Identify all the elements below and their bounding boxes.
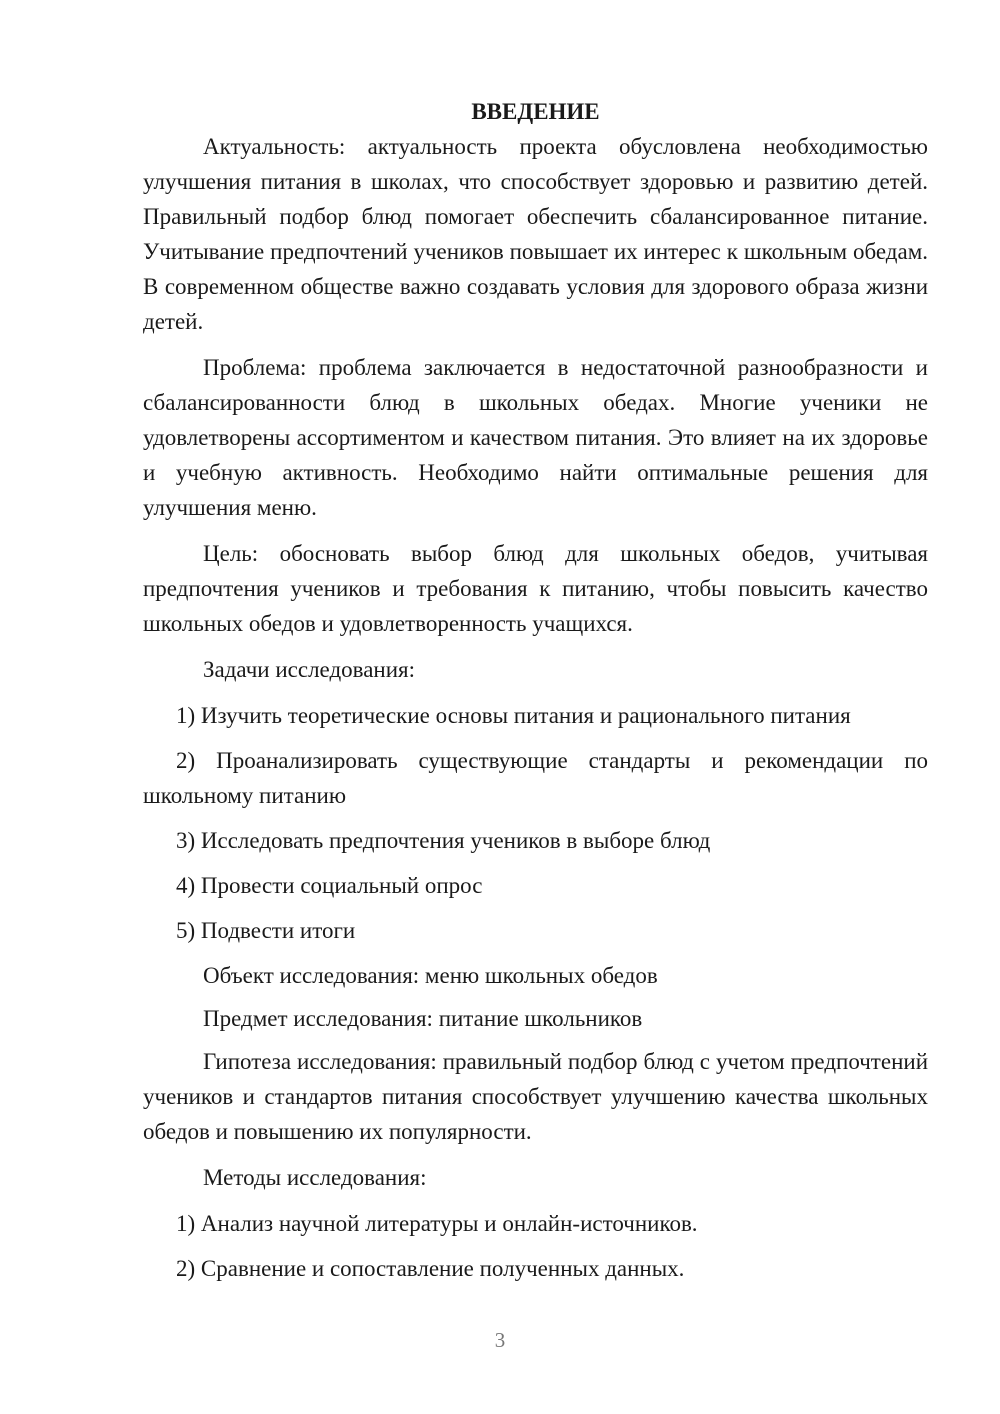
tasks-list	[143, 698, 928, 948]
hypothesis-paragraph: Гипотеза исследования: правильный подбор блюд с учетом предпочтений учеников и стандартов питания способствует улучшению качества школьных обедов и повышению их популярности.	[143, 1049, 928, 1144]
problem-paragraph: Проблема: проблема заключается в недостаточной разнообразности и сбалансированности блюд в школьных обедах. Многие ученики не удовлетворены ассортиментом и качеством питания. Это влияет на их здоровье и учебную активность. Необходимо найти оптимальные решения для улучшения меню.	[143, 355, 928, 520]
list-item: 1) Анализ научной литературы и онлайн-источников.	[176, 1211, 698, 1236]
page-body	[143, 94, 928, 1296]
list-item: 3) Исследовать предпочтения учеников в выборе блюд	[176, 828, 711, 853]
list-item: 2) Сравнение и сопоставление полученных данных.	[176, 1256, 685, 1281]
goal-paragraph: Цель: обосновать выбор блюд для школьных обедов, учитывая предпочтения учеников и требования к питанию, чтобы повысить качество школьных обедов и удовлетворенность учащихся.	[143, 541, 928, 636]
list-item: 2) Проанализировать существующие стандарты и рекомендации по школьному питанию	[143, 748, 928, 808]
methods-heading: Методы исследования:	[203, 1165, 427, 1190]
list-item: 4) Провести социальный опрос	[176, 873, 483, 898]
relevance-paragraph: Актуальность: актуальность проекта обусловлена необходимостью улучшения питания в школах, что способствует здоровью и развитию детей. Правильный подбор блюд помогает обеспечить сбалансированное питание. Учитывание предпочтений учеников повышает их интерес к школьным обедам. В современном обществе важно создавать условия для здорового образа жизни детей.	[143, 134, 928, 334]
list-item: 5) Подвести итоги	[176, 918, 356, 943]
methods-list	[143, 1206, 928, 1286]
section-title: ВВЕДЕНИЕ	[471, 99, 600, 124]
list-item: 1) Изучить теоретические основы питания и рационального питания	[176, 703, 851, 728]
page-number: 3	[494, 1328, 506, 1352]
subject-paragraph: Предмет исследования: питание школьников	[203, 1006, 643, 1031]
tasks-heading: Задачи исследования:	[203, 657, 416, 682]
object-paragraph: Объект исследования: меню школьных обедов	[203, 963, 658, 988]
